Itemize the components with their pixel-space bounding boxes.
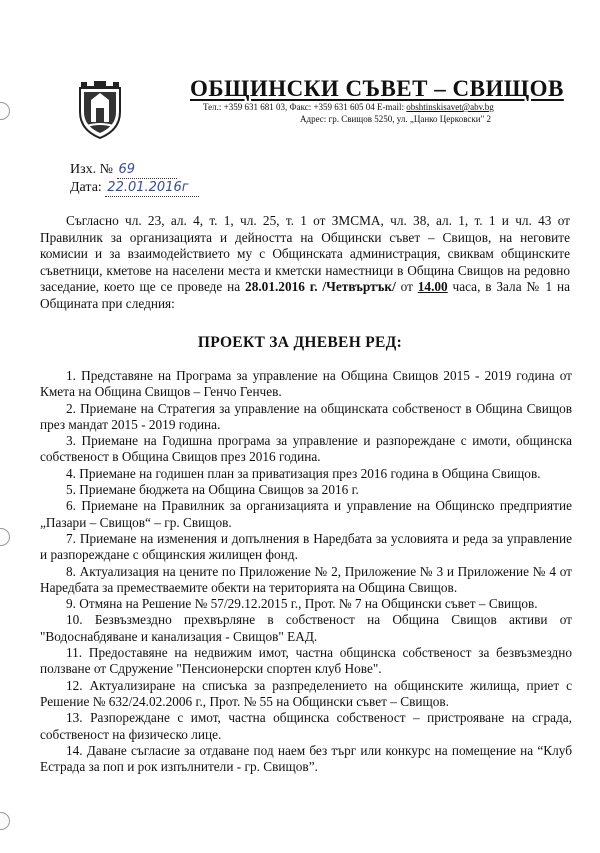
agenda-item: 4. Приемане на годишен план за приватизация през 2016 година в Община Свищов. — [66, 465, 541, 481]
contact-phone-fax: Тел.: +359 631 681 03, Факс: +359 631 605 04 E-mail: — [203, 102, 407, 112]
agenda-item: 10. Безвъзмездно прехвърляне в собственост на Община Свищов активи от "Водоснабдяване и канализация - Свищов" ЕАД. — [40, 612, 572, 644]
agenda-item: 14. Даване съгласие за отдаване под наем без търг или конкурс на помещение на “Клуб Естрада за поп и рок изпълнители - гр. Свищов”. — [40, 742, 572, 775]
organization-address: Адрес: гр. Свищов 5250, ул. „Цанко Церковски" 2 — [300, 114, 492, 124]
agenda-item: 9. Отмяна на Решение № 57/29.12.2015 г., Прот. № 7 на Общински съвет – Свищов. — [66, 596, 538, 612]
agenda-item: 1. Представяне на Програма за управление на Община Свищов 2015 - 2019 година от Кмета на Община Свищов – Генчо Генчев. — [40, 368, 572, 400]
organization-contacts — [203, 102, 563, 112]
outgoing-number-value: 69 — [118, 162, 136, 177]
outgoing-number — [70, 162, 177, 179]
agenda-item: 11. Предоставяне на недвижим имот, частна общинска собственост за безвъзмездно ползване от Сдружение "Пенсионерски спортен клуб Нове". — [40, 645, 572, 677]
outgoing-number-label: Изх. № — [70, 162, 113, 177]
outgoing-date-value: 22.01.2016г — [107, 180, 189, 195]
agenda-item: 5. Приемане бюджета на Община Свищов за 2016 г. — [66, 482, 359, 498]
agenda-item: 12. Актуализиране на списъка за разпределението на общинските жилища, приет с Решение № 632/24.02.2006 г., Прот. № 55 на Общински съвет – Свищов. — [40, 677, 572, 709]
agenda-title: ПРОЕКТ ЗА ДНЕВЕН РЕД: — [197, 334, 403, 351]
outgoing-date-label: Дата: — [70, 180, 102, 195]
outgoing-date — [70, 180, 199, 197]
agenda-item: 6. Приемане на Правилник за организацията и управление на Общинско предприятие „Пазари – Свищов“ – гр. Свищов. — [40, 498, 572, 530]
punch-hole — [0, 528, 10, 546]
municipality-crest-logo — [75, 78, 125, 140]
agenda-item: 3. Приемане на Годишна програма за управление и разпореждане с имоти, общинска собственост в Община Свищов през 2016 година. — [40, 433, 572, 465]
agenda-item: 7. Приемане на изменения и допълнения в Наредбата за условията и реда за управление и разпореждане с общинския жилищен фонд. — [40, 530, 572, 563]
agenda-item: 8. Актуализация на цените по Приложение № 2, Приложение № 3 и Приложение № 4 от Наредбата за преместваемите обекти на територията на Община Свищов. — [40, 563, 572, 595]
punch-hole — [0, 812, 10, 830]
session-date: 28.01.2016 г. /Четвъртък/ — [245, 279, 396, 294]
organization-name: ОБЩИНСКИ СЪВЕТ – СВИЩОВ — [190, 76, 564, 101]
convocation-paragraph: Съгласно чл. 23, ал. 4, т. 1, чл. 25, т. 1 от ЗМСМА, чл. 38, ал. 1, т. 1 и чл. 43 от Правилник за организацията и дейността на Общински съвет – Свищов, на неговите комисии и за взаимодействието му с Общинската администрация, свиквам общинските съветници, кметове на населени места и кметски наместници в Община Свищов на редовно заседание, което ще се проведе на 28.01.2016 г. /Четвъртък/ от 14.00 часа, в Зала № 1 на Общината при следния: — [40, 213, 570, 311]
agenda-list — [40, 368, 572, 775]
punch-hole — [0, 102, 10, 120]
agenda-item: 2. Приемане на Стратегия за управление на общинската собственост в Община Свищов през мандат 2015 - 2019 година. — [40, 400, 572, 432]
agenda-item: 13. Разпореждане с имот, частна общинска собственост – пристрояване на сграда, собственост на физическо лице. — [40, 710, 572, 742]
contact-email: obshtinskisavet@abv.bg — [406, 102, 494, 112]
session-time: 14.00 — [417, 279, 448, 294]
